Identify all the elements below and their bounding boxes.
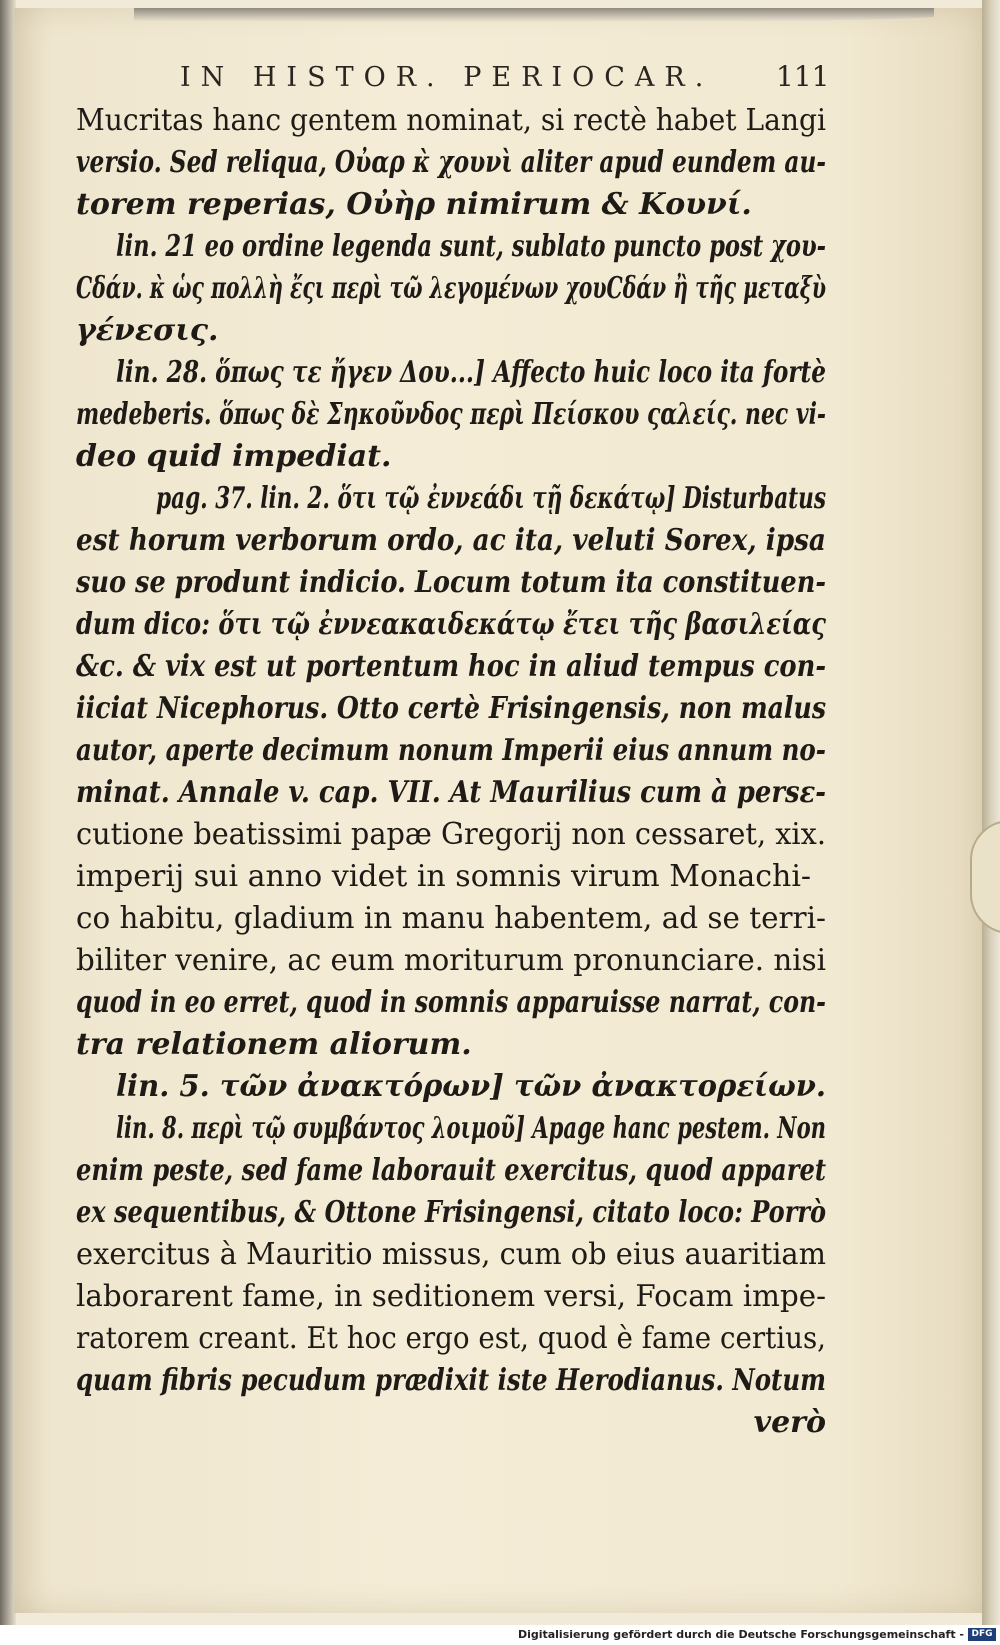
text-line: cutione beatissimi papæ Gregorij non cessaret, xix.	[76, 817, 826, 852]
text-line: medeberis. ὅπως δὲ Σηκοῦνδος περὶ Πείσκου ςαλείς. nec vi-	[76, 397, 827, 432]
text-line: ex sequentibus, & Ottone Frisingensi, citato loco: Porrò	[76, 1195, 827, 1230]
text-line: tra relationem aliorum.	[76, 1027, 472, 1062]
funding-credit: Digitalisierung gefördert durch die Deutsche Forschungsgemeinschaft -	[517, 1628, 964, 1641]
text-line: Ϲδάν. κ̀ ὡς πολλὴ ἔςι περὶ τῶ λεγομένων χουϹδάν ἢ τῆς μεταξὺ	[76, 271, 826, 306]
text-line: versio. Sed reliqua, Οὐαρ κ̀ χουνὶ aliter apud eundem au-	[76, 145, 827, 180]
text-line: torem reperias, Οὐὴρ nimirum & Κουνί.	[76, 187, 752, 222]
text-line: lin. 8. περὶ τῷ συμβάντος λοιμοῦ] Apage hanc pestem. Non	[116, 1111, 826, 1146]
page-top-edge	[134, 8, 934, 22]
text-line: quam fibris pecudum prædixit iste Herodianus. Notum	[76, 1363, 826, 1398]
text-line: pag. 37. lin. 2. ὅτι τῷ ἐννεάδι τῇ δεκάτῳ] Disturbatus	[156, 481, 827, 516]
text-line: laborarent fame, in seditionem versi, Focam impe-	[76, 1279, 827, 1314]
text-line: quod in eo erret, quod in somnis apparuisse narrat, con-	[76, 985, 826, 1020]
page-number: 111	[776, 60, 830, 93]
text-line: lin. 21 eo ordine legenda sunt, sublato puncto post χου-	[116, 229, 827, 264]
catchword: verò	[753, 1405, 826, 1440]
text-line: imperij sui anno videt in somnis virum Monachi-	[76, 859, 812, 894]
text-line: deo quid impediat.	[76, 439, 392, 474]
text-line: lin. 28. ὅπως τε ἤγεν Δου...] Affecto huic loco ita fortè	[116, 355, 827, 390]
running-head: IN HISTOR. PERIOCAR.	[180, 62, 714, 93]
dfg-logo: DFG	[968, 1628, 996, 1641]
text-line: &c. & vix est ut portentum hoc in aliud tempus con-	[76, 649, 827, 684]
text-line: lin. 5. τῶν ἀνακτόρων] τῶν ἀνακτορείων.	[116, 1069, 827, 1104]
text-line: ratorem creant. Et hoc ergo est, quod è fame certius,	[76, 1321, 826, 1356]
text-line: minat. Annale v. cap. VII. At Maurilius cum à persε-	[76, 775, 826, 810]
body-text	[76, 100, 826, 1444]
text-line: Mucritas hanc gentem nominat, si rectè habet Langi	[76, 103, 826, 138]
text-line: biliter venire, ac eum moriturum pronunciare. nisi	[76, 943, 827, 978]
text-line: enim peste, sed fame laborauit exercitus, quod apparet	[76, 1153, 827, 1188]
page-fore-edge	[982, 0, 1000, 1625]
text-line: est horum verborum ordo, ac ita, veluti Sorex, ipsa	[76, 523, 826, 558]
text-line: dum dico: ὅτι τῷ ἐννεακαιδεκάτῳ ἔτει τῆς βασιλείας	[76, 607, 826, 642]
text-line: iiciat Nicephorus. Otto certè Frisingensis, non malus	[76, 691, 827, 726]
text-line: γένεσις.	[76, 313, 219, 348]
text-line: co habitu, gladium in manu habentem, ad se terri-	[76, 901, 826, 936]
text-line: autor, aperte decimum nonum Imperii eius annum no-	[76, 733, 826, 768]
digitization-footer	[0, 1625, 1000, 1645]
text-line: suo se produnt indicio. Locum totum ita constituen-	[76, 565, 826, 600]
text-line: exercitus à Mauritio missus, cum ob eius auaritiam	[76, 1237, 826, 1272]
